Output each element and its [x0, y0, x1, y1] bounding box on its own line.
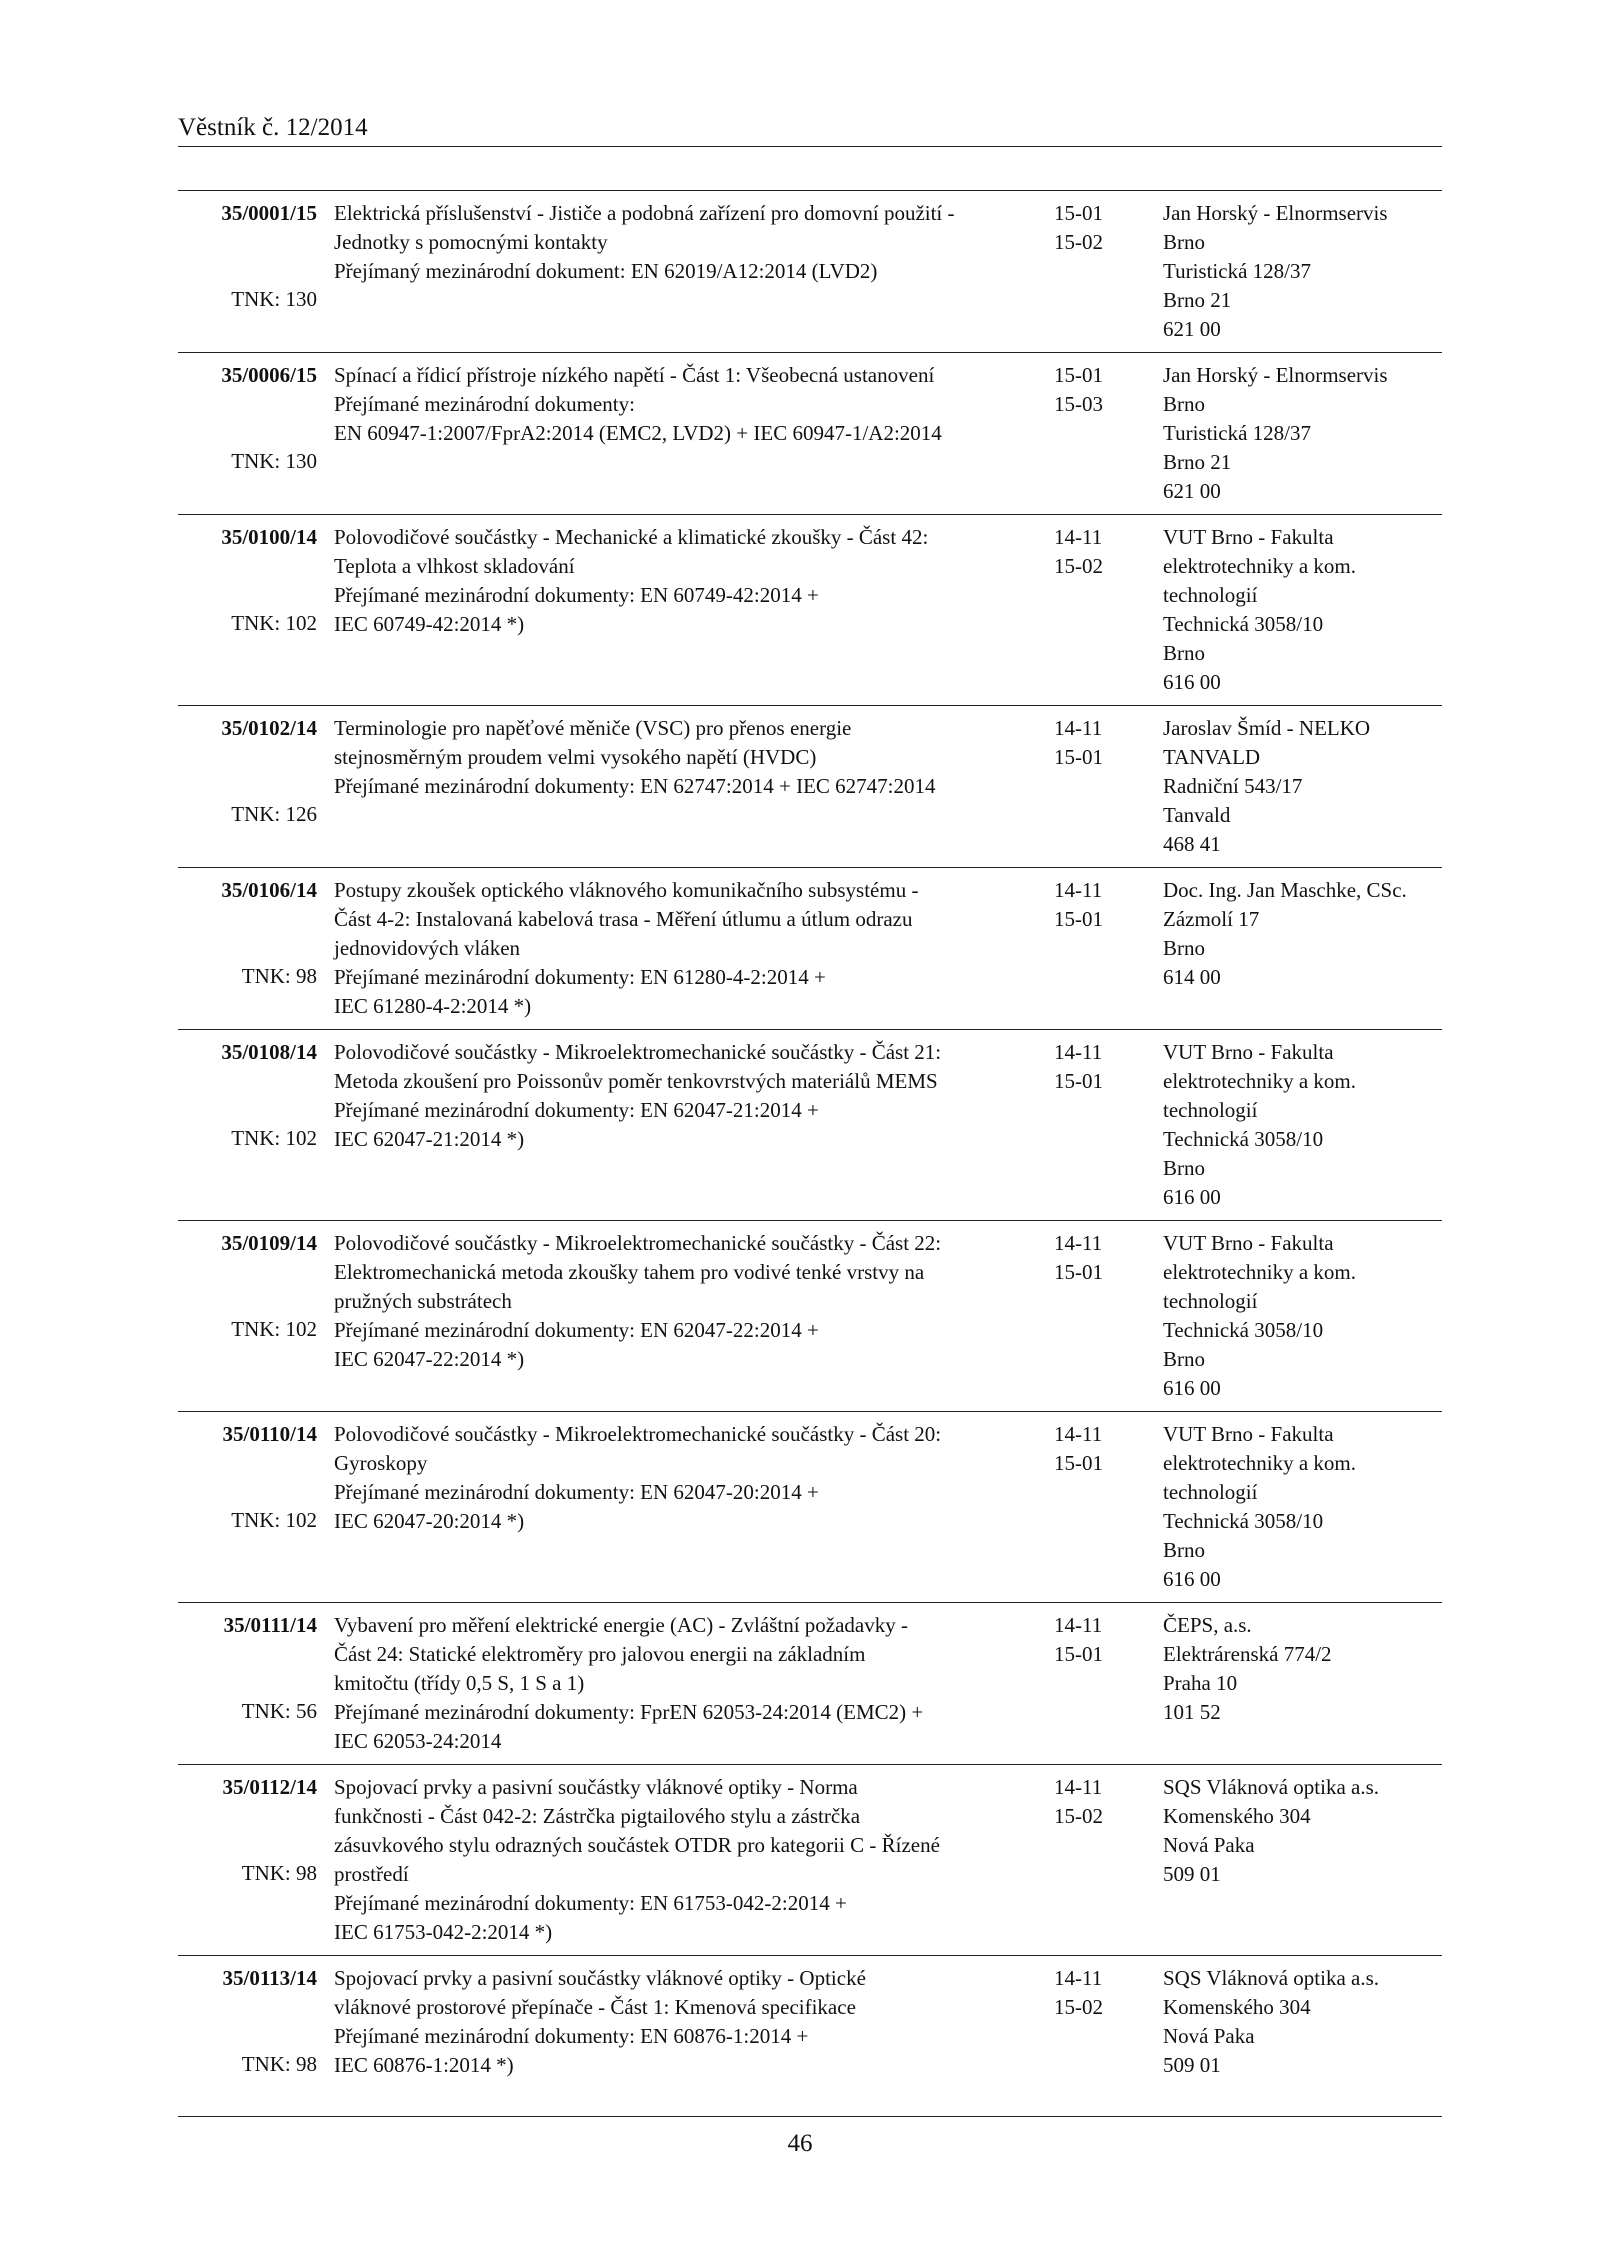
- contact-line: Turistická 128/37: [1163, 259, 1311, 283]
- contact-line: elektrotechniky a kom.: [1163, 1260, 1357, 1284]
- contact-line: elektrotechniky a kom.: [1163, 1069, 1357, 1093]
- description-line: vláknové prostorové přepínače - Část 1: Kmenová specifikace: [334, 1995, 856, 2019]
- contact-line: 616 00: [1163, 670, 1221, 694]
- standard-entry: [178, 705, 1442, 867]
- description-line: jednovidových vláken: [334, 936, 521, 960]
- date-line: 14-11: [1054, 878, 1103, 902]
- contact-line: Jan Horský - Elnormservis: [1163, 363, 1388, 387]
- description-line: IEC 62047-21:2014 *): [334, 1127, 525, 1151]
- entry-dates: [1054, 1038, 1103, 1096]
- entry-contact: [1163, 361, 1388, 506]
- entry-tnk: TNK: 98: [241, 1861, 317, 1885]
- description-line: Spojovací prvky a pasivní součástky vláknové optiky - Norma: [334, 1775, 858, 1799]
- description-line: Část 4-2: Instalovaná kabelová trasa - Měření útlumu a útlum odrazu: [334, 907, 913, 931]
- entry-description: [334, 1964, 866, 2080]
- contact-line: technologií: [1163, 1289, 1258, 1313]
- description-line: Postupy zkoušek optického vláknového komunikačního subsystému -: [334, 878, 919, 902]
- contact-line: Tanvald: [1163, 803, 1231, 827]
- entry-description: [334, 199, 955, 286]
- entry-tnk: TNK: 102: [231, 1126, 317, 1150]
- contact-line: VUT Brno - Fakulta: [1163, 1040, 1334, 1064]
- description-line: Část 24: Statické elektroměry pro jalovou energii na základním: [334, 1642, 866, 1666]
- description-line: Přejímaný mezinárodní dokument: EN 62019/A12:2014 (LVD2): [334, 259, 878, 283]
- contact-line: elektrotechniky a kom.: [1163, 1451, 1357, 1475]
- date-line: 15-01: [1054, 1642, 1103, 1666]
- date-line: 14-11: [1054, 525, 1103, 549]
- date-line: 15-01: [1054, 1260, 1103, 1284]
- date-line: 14-11: [1054, 1966, 1103, 1990]
- contact-line: Turistická 128/37: [1163, 421, 1311, 445]
- date-line: 15-02: [1054, 1995, 1103, 2019]
- entry-tnk: TNK: 98: [241, 2052, 317, 2076]
- description-line: IEC 62053-24:2014: [334, 1729, 502, 1753]
- contact-line: Technická 3058/10: [1163, 1509, 1324, 1533]
- page-header: [178, 112, 1442, 147]
- description-line: pružných substrátech: [334, 1289, 512, 1313]
- contact-line: VUT Brno - Fakulta: [1163, 525, 1334, 549]
- description-line: Přejímané mezinárodní dokumenty: EN 61753-042-2:2014 +: [334, 1891, 847, 1915]
- entry-dates: [1054, 1611, 1103, 1669]
- contact-line: Doc. Ing. Jan Maschke, CSc.: [1163, 878, 1407, 902]
- entry-dates: [1054, 1420, 1103, 1478]
- contact-line: 616 00: [1163, 1185, 1221, 1209]
- contact-line: Radniční 543/17: [1163, 774, 1303, 798]
- contact-line: Zázmolí 17: [1163, 907, 1260, 931]
- description-line: IEC 62047-22:2014 *): [334, 1347, 525, 1371]
- entry-description: [334, 1611, 923, 1756]
- entry-description: [334, 361, 942, 448]
- entry-dates: [1054, 1773, 1103, 1831]
- entry-id: 35/0102/14: [221, 716, 317, 740]
- description-line: Přejímané mezinárodní dokumenty:: [334, 392, 635, 416]
- description-line: Spojovací prvky a pasivní součástky vláknové optiky - Optické: [334, 1966, 866, 1990]
- description-line: Terminologie pro napěťové měniče (VSC) pro přenos energie: [334, 716, 852, 740]
- description-line: Přejímané mezinárodní dokumenty: EN 62047-22:2014 +: [334, 1318, 819, 1342]
- date-line: 15-03: [1054, 392, 1103, 416]
- contact-line: 468 41: [1163, 832, 1221, 856]
- standard-entry: [178, 1602, 1442, 1764]
- contact-line: Brno: [1163, 1156, 1205, 1180]
- entry-contact: [1163, 876, 1407, 992]
- description-line: IEC 61280-4-2:2014 *): [334, 994, 532, 1018]
- contact-line: ČEPS, a.s.: [1163, 1613, 1252, 1637]
- description-line: Přejímané mezinárodní dokumenty: EN 60876-1:2014 +: [334, 2024, 809, 2048]
- description-line: EN 60947-1:2007/FprA2:2014 (EMC2, LVD2) + IEC 60947-1/A2:2014: [334, 421, 942, 445]
- contact-line: technologií: [1163, 1480, 1258, 1504]
- description-line: stejnosměrným proudem velmi vysokého napětí (HVDC): [334, 745, 817, 769]
- description-line: IEC 60749-42:2014 *): [334, 612, 525, 636]
- entry-contact: [1163, 1420, 1356, 1594]
- contact-line: Brno: [1163, 1538, 1205, 1562]
- description-line: Polovodičové součástky - Mikroelektromechanické součástky - Část 21:: [334, 1040, 942, 1064]
- description-line: Polovodičové součástky - Mechanické a klimatické zkoušky - Část 42:: [334, 525, 929, 549]
- entry-id: 35/0108/14: [221, 1040, 317, 1064]
- contact-line: Jan Horský - Elnormservis: [1163, 201, 1388, 225]
- date-line: 15-01: [1054, 201, 1103, 225]
- entry-tnk: TNK: 98: [241, 964, 317, 988]
- contact-line: Technická 3058/10: [1163, 1127, 1324, 1151]
- contact-line: Brno 21: [1163, 288, 1232, 312]
- entry-contact: [1163, 714, 1370, 859]
- description-line: zásuvkového stylu odrazných součástek OTDR pro kategorii C - Řízené: [334, 1833, 940, 1857]
- entry-contact: [1163, 1611, 1332, 1727]
- date-line: 15-02: [1054, 554, 1103, 578]
- description-line: Polovodičové součástky - Mikroelektromechanické součástky - Část 22:: [334, 1231, 942, 1255]
- entry-dates: [1054, 523, 1103, 581]
- contact-line: SQS Vláknová optika a.s.: [1163, 1966, 1380, 1990]
- standard-entry: [178, 1411, 1442, 1602]
- date-line: 15-02: [1054, 1804, 1103, 1828]
- contact-line: VUT Brno - Fakulta: [1163, 1422, 1334, 1446]
- standard-entry: [178, 352, 1442, 514]
- entry-id: 35/0006/15: [221, 363, 317, 387]
- contact-line: Brno: [1163, 641, 1205, 665]
- description-line: Polovodičové součástky - Mikroelektromechanické součástky - Část 20:: [334, 1422, 942, 1446]
- date-line: 14-11: [1054, 1422, 1103, 1446]
- contact-line: 616 00: [1163, 1376, 1221, 1400]
- entry-contact: [1163, 1964, 1379, 2080]
- description-line: Gyroskopy: [334, 1451, 428, 1475]
- date-line: 15-01: [1054, 907, 1103, 931]
- entry-dates: [1054, 1964, 1103, 2022]
- contact-line: Technická 3058/10: [1163, 612, 1324, 636]
- bulletin-title: Věstník č. 12/2014: [178, 114, 368, 141]
- contact-line: Brno: [1163, 1347, 1205, 1371]
- entry-tnk: TNK: 56: [241, 1699, 317, 1723]
- entry-description: [334, 714, 936, 801]
- standard-entry: [178, 1029, 1442, 1220]
- standard-entry: [178, 514, 1442, 705]
- contact-line: Jaroslav Šmíd - NELKO: [1163, 716, 1371, 740]
- contact-line: elektrotechniky a kom.: [1163, 554, 1357, 578]
- entry-tnk: TNK: 126: [231, 802, 317, 826]
- contact-line: Brno: [1163, 392, 1205, 416]
- entry-tnk: TNK: 130: [231, 449, 317, 473]
- description-line: Přejímané mezinárodní dokumenty: EN 62747:2014 + IEC 62747:2014: [334, 774, 936, 798]
- entry-tnk: TNK: 102: [231, 1508, 317, 1532]
- contact-line: Brno: [1163, 230, 1205, 254]
- contact-line: 621 00: [1163, 317, 1221, 341]
- date-line: 14-11: [1054, 1775, 1103, 1799]
- contact-line: Praha 10: [1163, 1671, 1238, 1695]
- contact-line: Nová Paka: [1163, 1833, 1255, 1857]
- date-line: 15-01: [1054, 1451, 1103, 1475]
- entry-id: 35/0112/14: [222, 1775, 317, 1799]
- standard-entry: [178, 1220, 1442, 1411]
- date-line: 15-01: [1054, 745, 1103, 769]
- contact-line: Elektrárenská 774/2: [1163, 1642, 1332, 1666]
- entry-contact: [1163, 523, 1356, 697]
- description-line: Přejímané mezinárodní dokumenty: EN 62047-20:2014 +: [334, 1480, 819, 1504]
- description-line: Přejímané mezinárodní dokumenty: EN 61280-4-2:2014 +: [334, 965, 826, 989]
- entry-id: 35/0106/14: [221, 878, 317, 902]
- entry-dates: [1054, 714, 1103, 772]
- entry-id: 35/0111/14: [223, 1613, 317, 1637]
- entry-id: 35/0113/14: [222, 1966, 317, 1990]
- contact-line: 614 00: [1163, 965, 1221, 989]
- contact-line: TANVALD: [1163, 745, 1261, 769]
- date-line: 14-11: [1054, 1613, 1103, 1637]
- entry-description: [334, 1773, 940, 1947]
- standard-entry: [178, 867, 1442, 1029]
- contact-line: Technická 3058/10: [1163, 1318, 1324, 1342]
- contact-line: 509 01: [1163, 1862, 1221, 1886]
- entry-tnk: TNK: 102: [231, 611, 317, 635]
- date-line: 14-11: [1054, 1231, 1103, 1255]
- entry-description: [334, 1038, 941, 1154]
- contact-line: SQS Vláknová optika a.s.: [1163, 1775, 1380, 1799]
- standard-entry: [178, 1955, 1442, 2117]
- entry-dates: [1054, 1229, 1103, 1287]
- page-number: 46: [787, 2130, 813, 2157]
- contact-line: Komenského 304: [1163, 1995, 1311, 2019]
- date-line: 14-11: [1054, 716, 1103, 740]
- entry-contact: [1163, 1773, 1379, 1889]
- entry-description: [334, 523, 928, 639]
- entry-description: [334, 876, 918, 1021]
- contact-line: Nová Paka: [1163, 2024, 1255, 2048]
- contact-line: VUT Brno - Fakulta: [1163, 1231, 1334, 1255]
- entry-id: 35/0109/14: [221, 1231, 317, 1255]
- date-line: 15-02: [1054, 230, 1103, 254]
- entry-description: [334, 1229, 941, 1374]
- entry-dates: [1054, 361, 1103, 419]
- description-line: Metoda zkoušení pro Poissonův poměr tenkovrstvých materiálů MEMS: [334, 1069, 938, 1093]
- contact-line: Brno: [1163, 936, 1205, 960]
- standard-entry: [178, 190, 1442, 352]
- description-line: Přejímané mezinárodní dokumenty: EN 60749-42:2014 +: [334, 583, 819, 607]
- contact-line: Brno 21: [1163, 450, 1232, 474]
- standards-list: [178, 190, 1442, 2077]
- entry-dates: [1054, 876, 1103, 934]
- description-line: funkčnosti - Část 042-2: Zástrčka pigtailového stylu a zástrčka: [334, 1804, 861, 1828]
- date-line: 15-01: [1054, 363, 1103, 387]
- contact-line: 101 52: [1163, 1700, 1221, 1724]
- contact-line: 621 00: [1163, 479, 1221, 503]
- description-line: IEC 61753-042-2:2014 *): [334, 1920, 553, 1944]
- entry-contact: [1163, 1229, 1356, 1403]
- entry-dates: [1054, 199, 1103, 257]
- contact-line: 509 01: [1163, 2053, 1221, 2077]
- entry-contact: [1163, 1038, 1356, 1212]
- date-line: 15-01: [1054, 1069, 1103, 1093]
- standard-entry: [178, 1764, 1442, 1955]
- description-line: IEC 62047-20:2014 *): [334, 1509, 525, 1533]
- description-line: Elektrická příslušenství - Jističe a podobná zařízení pro domovní použití -: [334, 201, 955, 225]
- description-line: Jednotky s pomocnými kontakty: [334, 230, 608, 254]
- description-line: Vybavení pro měření elektrické energie (AC) - Zvláštní požadavky -: [334, 1613, 908, 1637]
- entry-id: 35/0110/14: [222, 1422, 317, 1446]
- entry-id: 35/0100/14: [221, 525, 317, 549]
- entry-contact: [1163, 199, 1388, 344]
- entry-tnk: TNK: 130: [231, 287, 317, 311]
- description-line: IEC 60876-1:2014 *): [334, 2053, 514, 2077]
- description-line: Přejímané mezinárodní dokumenty: FprEN 62053-24:2014 (EMC2) +: [334, 1700, 924, 1724]
- entry-description: [334, 1420, 941, 1536]
- description-line: Spínací a řídicí přístroje nízkého napětí - Část 1: Všeobecná ustanovení: [334, 363, 935, 387]
- contact-line: technologií: [1163, 1098, 1258, 1122]
- contact-line: 616 00: [1163, 1567, 1221, 1591]
- description-line: Teplota a vlhkost skladování: [334, 554, 575, 578]
- description-line: Elektromechanická metoda zkoušky tahem pro vodivé tenké vrstvy na: [334, 1260, 925, 1284]
- contact-line: technologií: [1163, 583, 1258, 607]
- description-line: Přejímané mezinárodní dokumenty: EN 62047-21:2014 +: [334, 1098, 819, 1122]
- date-line: 14-11: [1054, 1040, 1103, 1064]
- entry-tnk: TNK: 102: [231, 1317, 317, 1341]
- description-line: kmitočtu (třídy 0,5 S, 1 S a 1): [334, 1671, 585, 1695]
- entry-id: 35/0001/15: [221, 201, 317, 225]
- description-line: prostředí: [334, 1862, 409, 1886]
- contact-line: Komenského 304: [1163, 1804, 1311, 1828]
